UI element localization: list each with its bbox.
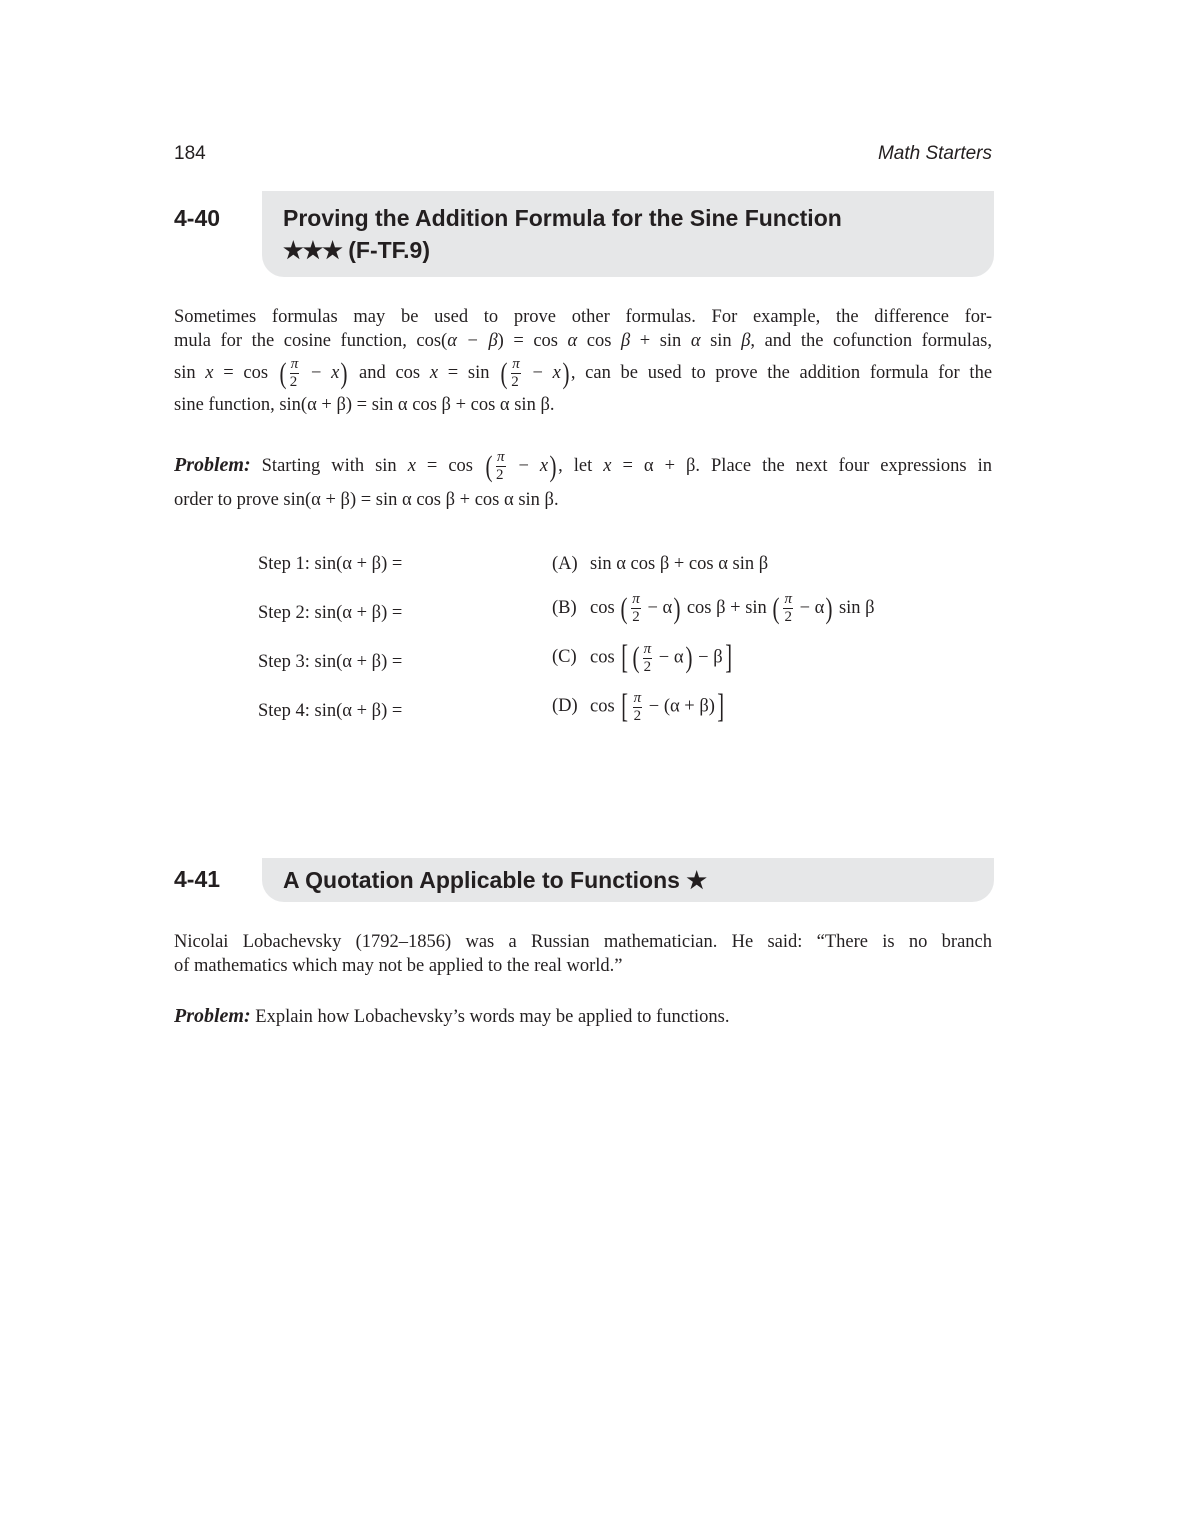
step-label: Step 2: sin(α + β) =: [258, 603, 403, 623]
fraction: $\frac{\pi}{2}$: [511, 356, 520, 391]
step-label: Step 4: sin(α + β) =: [258, 701, 403, 721]
choice-c: (C) cos [ ( $\frac{\pi}{2}$ − α) − β]: [552, 639, 732, 676]
fraction: $\frac{\pi}{2}$: [495, 449, 505, 484]
quote-line: of mathematics which may not be applied to the real world.”: [174, 956, 623, 976]
section-heading-box: [262, 858, 994, 902]
fraction: $\frac{\pi}{2}$: [643, 640, 652, 675]
book-title: Math Starters: [877, 143, 992, 164]
section-heading-box: [262, 191, 994, 277]
section-title: A Quotation Applicable to Functions: [283, 867, 680, 893]
section-subtitle: [283, 234, 994, 266]
intro-line: mula for the cosine function, cos(α − β) = cos α cos β + sin α sin β, and the cofunction formulas,: [174, 331, 992, 351]
intro-paragraph: [174, 305, 992, 417]
problem-paragraph: [174, 445, 992, 512]
intro-line: sine function, sin(α + β) = sin α cos β + cos α sin β.: [174, 395, 555, 415]
choice-d: (D) cos [ $\frac{\pi}{2}$ − (α + β)]: [552, 688, 724, 725]
problem-line: Problem: Starting with sin x = cos ( $\frac{\pi}{2}$ − x), let x = α + β. Place the next four expressions in: [174, 449, 993, 484]
standard-code: (F-TF.9): [348, 237, 431, 263]
problem-label: Problem:: [174, 1005, 251, 1027]
section-number: 4-41: [174, 866, 221, 892]
choice-b: (B) cos ( $\frac{\pi}{2}$ − α) cos β + sin ( $\frac{\pi}{2}$ − α) sin β: [552, 591, 875, 625]
step-label: Step 3: sin(α + β) =: [258, 652, 403, 672]
section-number: 4-40: [174, 205, 221, 231]
problem-label: Problem:: [174, 454, 251, 476]
intro-line: sin x = cos ( $\frac{\pi}{2}$ − x) and cos x = sin ( $\frac{\pi}{2}$ − x), can be used to prove the addition formula for the: [174, 356, 993, 391]
problem-line: Problem: Explain how Lobachevsky’s words may be applied to functions.: [174, 1005, 730, 1027]
quote-line: Nicolai Lobachevsky (1792–1856) was a Russian mathematician. He said: “There is no branch: [174, 932, 992, 952]
step-label: Step 1: sin(α + β) =: [258, 554, 403, 574]
fraction: $\frac{\pi}{2}$: [632, 591, 640, 625]
choice-a: (A) sin α cos β + cos α sin β: [552, 554, 769, 574]
problem-paragraph: [174, 1004, 992, 1029]
quote-paragraph: [174, 930, 992, 978]
intro-line: Sometimes formulas may be used to prove other formulas. For example, the difference for-: [174, 307, 992, 327]
fraction: $\frac{\pi}{2}$: [289, 356, 299, 391]
problem-line: order to prove sin(α + β) = sin α cos β + cos α sin β.: [174, 490, 559, 510]
difficulty-stars: ★★★: [283, 237, 342, 263]
page-number: 184: [174, 143, 206, 164]
fraction: $\frac{\pi}{2}$: [784, 591, 792, 625]
fraction: $\frac{\pi}{2}$: [633, 689, 642, 724]
section-title: Proving the Addition Formula for the Sine Function: [283, 205, 842, 231]
difficulty-stars: ★: [686, 867, 706, 893]
